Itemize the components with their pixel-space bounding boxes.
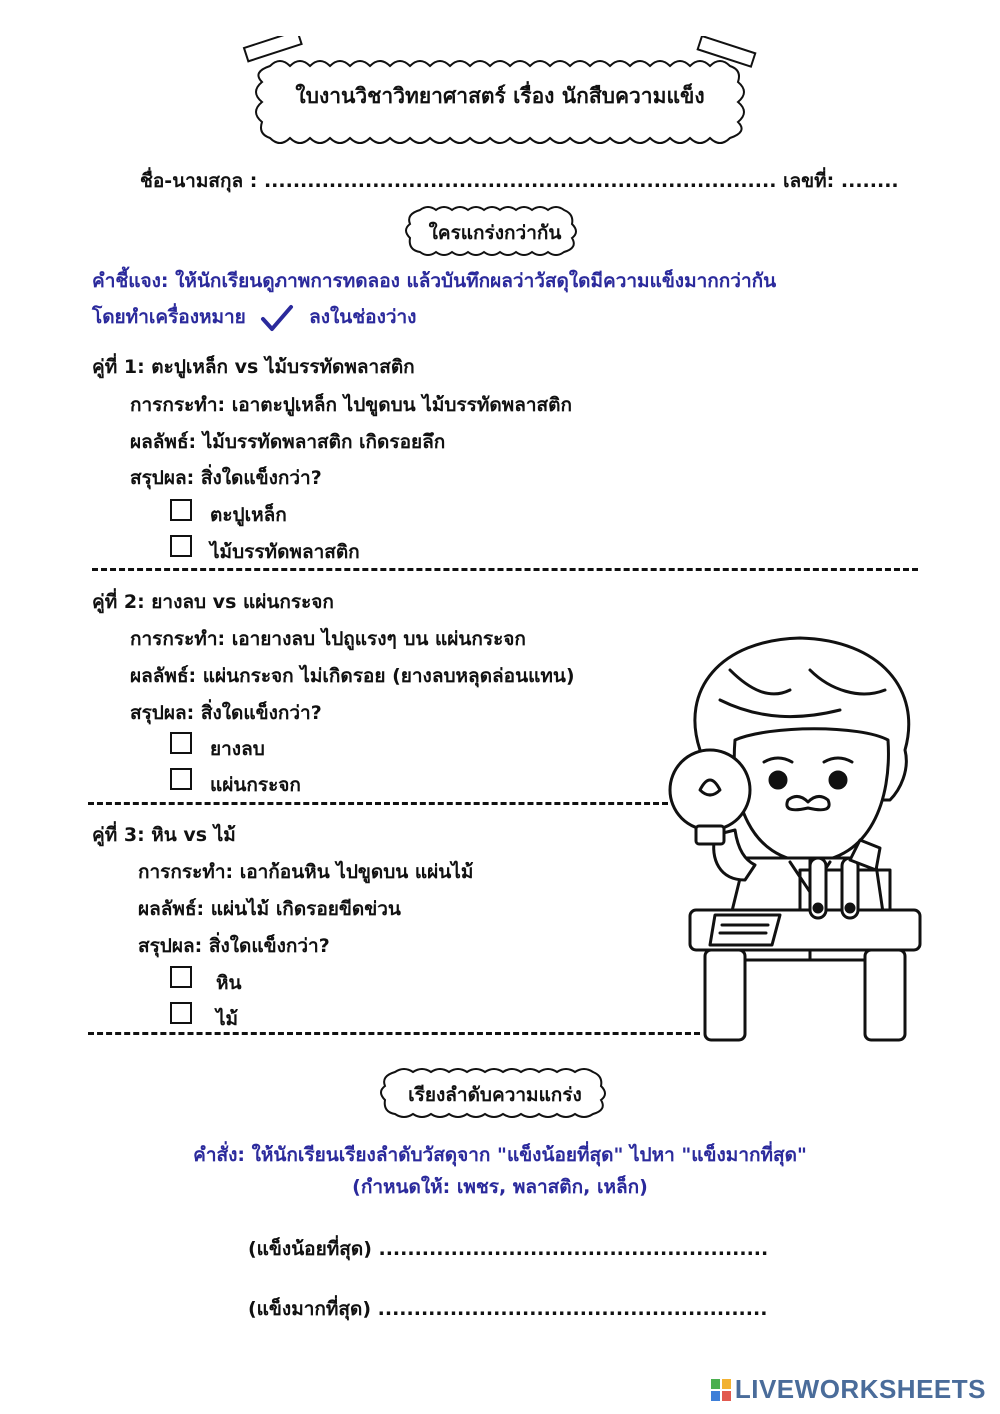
pair-1-title: คู่ที่ 1: ตะปูเหล็ก vs ไม้บรรทัดพลาสติก xyxy=(92,356,415,378)
answer-least-hard[interactable]: (แข็งน้อยที่สุด) ...................................................... xyxy=(248,1238,769,1260)
liveworksheets-logo xyxy=(711,1374,986,1405)
pair-1-option-2-checkbox[interactable] xyxy=(170,535,192,557)
pair-1-question: สรุปผล: สิ่งใดแข็งกว่า? xyxy=(130,467,322,489)
instruction-line-1: คำชี้แจง: ให้นักเรียนดูภาพการทดลอง แล้วบันทึกผลว่าวัสดุใดมีความแข็งมากกว่ากัน xyxy=(92,270,777,292)
scientist-illustration-icon xyxy=(660,630,940,1050)
pair-3-action: การกระทำ: เอาก้อนหิน ไปขูดบน แผ่นไม้ xyxy=(138,861,474,883)
pair-3-question: สรุปผล: สิ่งใดแข็งกว่า? xyxy=(138,935,330,957)
pair-2-action: การกระทำ: เอายางลบ ไปถูแรงๆ บน แผ่นกระจก xyxy=(130,628,526,650)
pair-3-result: ผลลัพธ์: แผ่นไม้ เกิดรอยขีดข่วน xyxy=(138,898,401,920)
pair-3-title: คู่ที่ 3: หิน vs ไม้ xyxy=(92,824,236,846)
pair-2-option-2-checkbox[interactable] xyxy=(170,768,192,790)
pair-2-title: คู่ที่ 2: ยางลบ vs แผ่นกระจก xyxy=(92,591,334,613)
pair-2-option-2-label: แผ่นกระจก xyxy=(210,774,301,796)
pair-1-option-1-label: ตะปูเหล็ก xyxy=(210,504,287,526)
answer-most-hard[interactable]: (แข็งมากที่สุด) ...................................................... xyxy=(248,1298,768,1320)
pair-1-action: การกระทำ: เอาตะปูเหล็ก ไปขูดบน ไม้บรรทัดพลาสติก xyxy=(130,394,572,416)
pair-1-option-1-checkbox[interactable] xyxy=(170,499,192,521)
logo-text: LIVEWORKSHEETS xyxy=(734,1374,986,1404)
checkmark-icon xyxy=(260,304,294,332)
title-banner xyxy=(240,36,760,146)
pair-3-option-2-label: ไม้ xyxy=(216,1008,239,1030)
section-badge-compare: ใครแกร่งกว่ากัน xyxy=(428,222,562,244)
order-command: คำสั่ง: ให้นักเรียนเรียงลำดับวัสดุจาก "แข็งน้อยที่สุด" ไปหา "แข็งมากที่สุด" xyxy=(193,1144,807,1166)
page-title: ใบงานวิชาวิทยาศาสตร์ เรื่อง นักสืบความแข็ง xyxy=(295,84,705,108)
instruction-line-2 xyxy=(92,302,416,332)
instruction-line-2-a: โดยทำเครื่องหมาย xyxy=(92,306,246,328)
section-badge-order: เรียงลำดับความแกร่ง xyxy=(408,1084,582,1106)
divider xyxy=(92,568,918,571)
divider xyxy=(88,1032,700,1035)
pair-2-option-1-checkbox[interactable] xyxy=(170,732,192,754)
pair-2-result: ผลลัพธ์: แผ่นกระจก ไม่เกิดรอย (ยางลบหลุดล่อนแทน) xyxy=(130,665,575,687)
pair-2-question: สรุปผล: สิ่งใดแข็งกว่า? xyxy=(130,702,322,724)
logo-blocks-icon xyxy=(711,1379,731,1401)
pair-1-option-2-label: ไม้บรรทัดพลาสติก xyxy=(210,541,360,563)
pair-3-option-1-label: หิน xyxy=(216,972,242,994)
pair-3-option-2-checkbox[interactable] xyxy=(170,1002,192,1024)
divider xyxy=(88,802,668,805)
name-field[interactable]: ชื่อ-นามสกุล : ....................................................................... เลขที่: ........ xyxy=(140,170,899,192)
pair-2-option-1-label: ยางลบ xyxy=(210,738,265,760)
instruction-line-2-b: ลงในช่องว่าง xyxy=(309,306,417,328)
pair-3-option-1-checkbox[interactable] xyxy=(170,966,192,988)
order-given: (กำหนดให้: เพชร, พลาสติก, เหล็ก) xyxy=(352,1176,648,1198)
pair-1-result: ผลลัพธ์: ไม้บรรทัดพลาสติก เกิดรอยลึก xyxy=(130,431,446,453)
